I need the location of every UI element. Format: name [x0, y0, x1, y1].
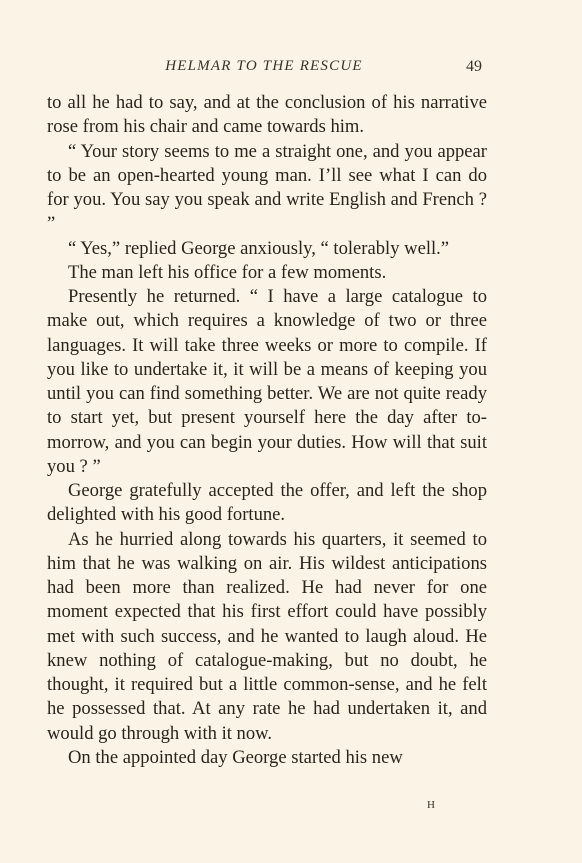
paragraph: Presently he returned. “ I have a large catalogue to make out, which requires a knowledge of two or three languages. It will take three weeks or more to compile. If you like to undertake it, it will be a means of keeping you until you can find something better. We are not quite ready to start yet, but present yourself here the day after to-morrow, and you can begin your duties. How will that suit you ? ”: [47, 286, 487, 477]
page-number: 49: [466, 58, 482, 75]
running-title: HELMAR TO THE RESCUE: [165, 58, 363, 74]
paragraph: George gratefully accepted the offer, and left the shop delighted with his good fortune.: [47, 480, 487, 526]
paragraph: As he hurried along towards his quarters, it seemed to him that he was walking on air. His wildest anticipations had been more than realized. He had never for one moment expected that his first effort could have possibly met with such success, and he wanted to laugh aloud. He knew nothing of catalogue-making, but no doubt, he thought, it required but a little common-sense, and he felt he possessed that. At any rate he had undertaken it, and would go through with it now.: [47, 528, 487, 744]
signature-mark: H: [427, 799, 436, 811]
paragraph: The man left his office for a few moments.: [68, 261, 387, 283]
body-text: [47, 91, 487, 770]
running-head: [0, 58, 582, 80]
paragraph: “ Yes,” replied George anxiously, “ tolerably well.”: [68, 237, 450, 259]
paragraph: On the appointed day George started his new: [68, 746, 403, 768]
paragraph: to all he had to say, and at the conclusion of his narrative rose from his chair and came towards him.: [47, 92, 487, 138]
paragraph: “ Your story seems to me a straight one, and you appear to be an open-hearted young man. I’ll see what I can do for you. You say you speak and write English and French ? ”: [47, 140, 487, 235]
